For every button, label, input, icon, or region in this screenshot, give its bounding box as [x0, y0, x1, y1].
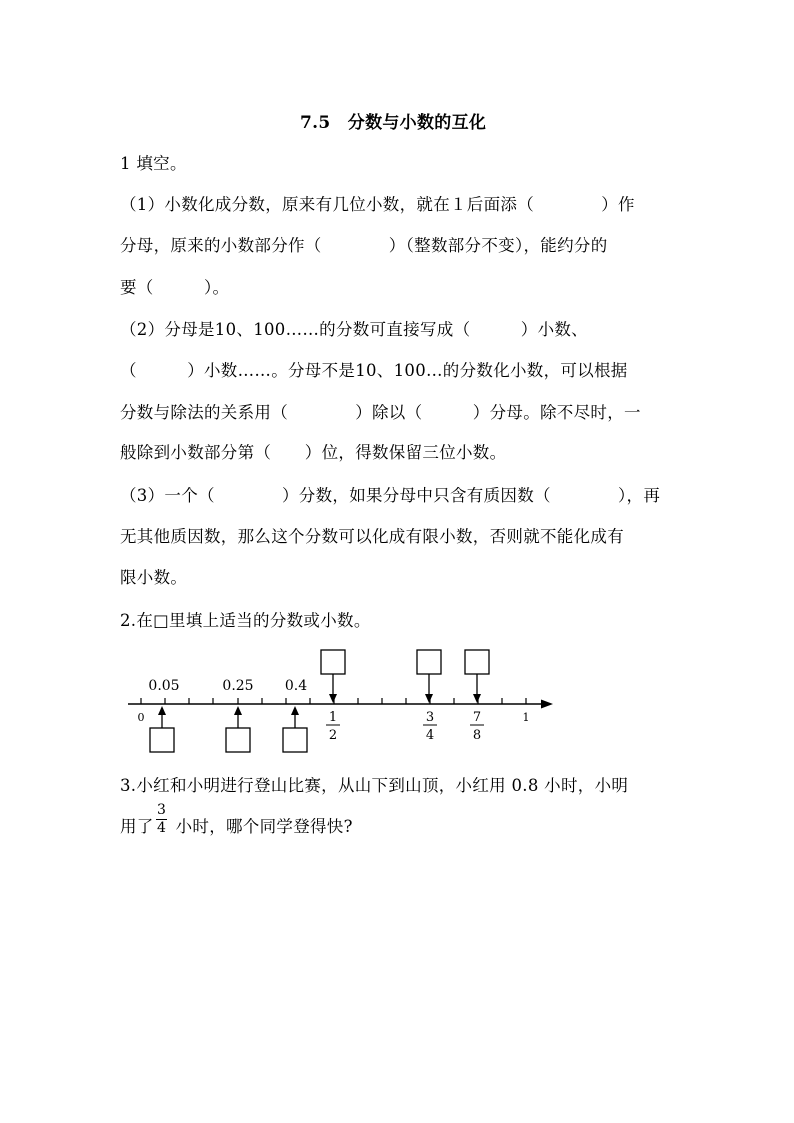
decimal-label: 0.05	[148, 678, 180, 694]
question-2-heading: 2.在□里填上适当的分数或小数。	[120, 611, 371, 630]
question-1-line: 要（ ）。	[120, 278, 230, 297]
answer-box-bottom[interactable]	[283, 706, 307, 752]
fraction-label-seven-eighths	[470, 710, 484, 743]
question-1-heading: 1 填空。	[120, 154, 187, 173]
question-1-line: （1）小数化成分数，原来有几位小数，就在１后面添（ ）作	[120, 195, 635, 214]
svg-text:8: 8	[472, 728, 482, 743]
number-line-diagram	[0, 640, 794, 770]
svg-text:1: 1	[328, 710, 338, 725]
decimal-label: 0.4	[284, 678, 308, 694]
question-1-line: 分数与除法的关系用（ ）除以（ ）分母。除不尽时，一	[120, 403, 641, 422]
answer-box-top[interactable]	[321, 650, 345, 703]
axis-label-one: 1	[522, 711, 530, 724]
question-1-line: （ ）小数……。分母不是10、100…的分数化小数，可以根据	[120, 361, 628, 380]
svg-text:7: 7	[472, 710, 482, 725]
answer-box-bottom[interactable]	[226, 706, 250, 752]
answer-box-bottom[interactable]	[150, 706, 174, 752]
answer-box-top[interactable]	[417, 650, 441, 703]
svg-text:4: 4	[425, 728, 435, 743]
question-1-line: 般除到小数部分第（ ）位，得数保留三位小数。	[120, 443, 507, 462]
axis-label-zero: 0	[137, 711, 145, 724]
fraction-denominator: 4	[157, 820, 166, 836]
q3-text-before: 用了	[120, 817, 154, 836]
q3-text-after: 小时，哪个同学登得快?	[175, 817, 353, 836]
answer-box-top[interactable]	[465, 650, 489, 703]
question-1-line: （2）分母是10、100……的分数可直接写成（ ）小数、	[120, 320, 588, 339]
question-3-line	[120, 813, 353, 837]
svg-text:3: 3	[425, 710, 435, 725]
question-3-line: 3.小红和小明进行登山比赛，从山下到山顶，小红用 0.8 小时，小明	[120, 776, 629, 795]
fraction-numerator: 3	[157, 802, 166, 818]
fraction-label-half	[326, 710, 340, 743]
question-1-line: 分母，原来的小数部分作（ ）（整数部分不变），能约分的	[120, 236, 608, 255]
axis-arrow	[541, 700, 553, 709]
question-1-line: 限小数。	[120, 568, 188, 587]
inline-fraction	[156, 803, 167, 836]
page-title: 7.5 分数与小数的互化	[300, 113, 487, 133]
fraction-label-three-quarters	[423, 710, 437, 743]
question-1-line: 无其他质因数，那么这个分数可以化成有限小数，否则就不能化成有	[120, 527, 624, 546]
decimal-label: 0.25	[222, 678, 254, 694]
question-1-line: （3）一个（ ）分数，如果分母中只含有质因数（ ），再	[120, 486, 661, 505]
svg-text:2: 2	[328, 728, 338, 743]
